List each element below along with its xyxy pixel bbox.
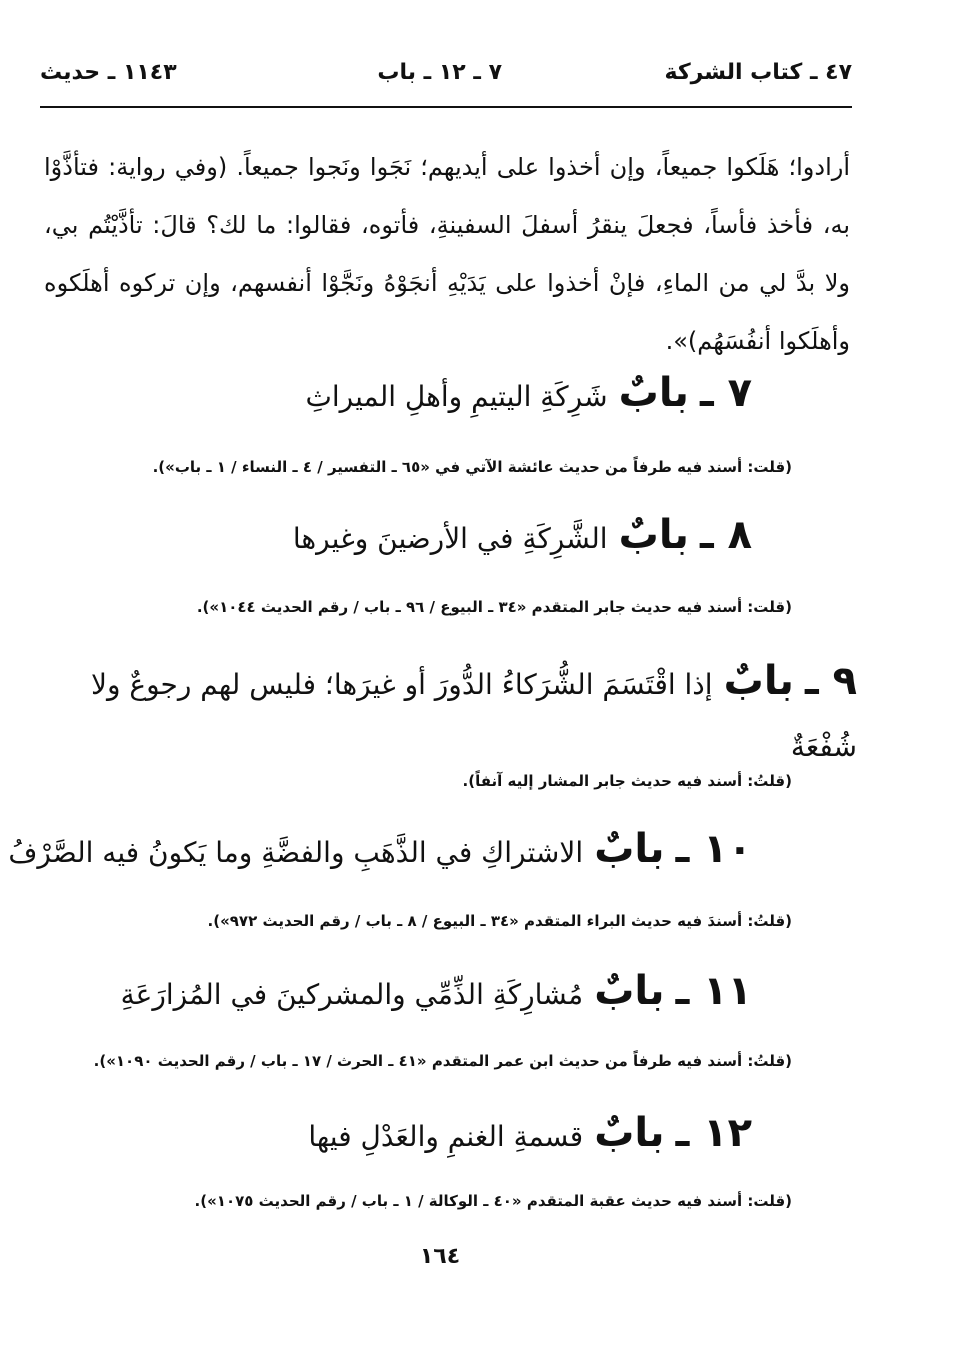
header-hadith-number: ١١٤٣ ـ حديث bbox=[40, 60, 177, 85]
header-divider bbox=[40, 106, 852, 108]
chapter-bab-word: بابٌ bbox=[723, 658, 794, 704]
header-chapter-range: ٧ ـ ١٢ ـ باب bbox=[377, 60, 502, 85]
running-header bbox=[40, 58, 852, 98]
chapter-title: الاشتراكِ في الذَّهَبِ والفضَّةِ وما يَكونُ فيه الصَّرْفُ bbox=[8, 836, 584, 869]
intro-paragraph: أرادوا؛ هَلَكوا جميعاً، وإن أخذوا على أيديهم؛ نَجَوا ونَجوا جميعاً. (وفي رواية: فتأذَّوْا به، فأخذ فأساً، فجعلَ ينقرُ أسفلَ السفينةِ، فأتوه، فقالوا: ما لك؟ قالَ: تأذَّيْتُم بي، ولا بدَّ لي من الماءِ، فإنْ أخذوا على يَدَيْهِ أنجَوْهُ ونَجَّوْا أنفسهم، وإن تركوه أهلَكوه وأهلَكوا أنفُسَهُم)». bbox=[44, 153, 850, 355]
chapter-heading-11 bbox=[121, 968, 752, 1014]
header-book-title: ٤٧ ـ كتاب الشركة bbox=[664, 60, 852, 85]
chapter-bab-word: بابٌ bbox=[618, 370, 689, 416]
chapter-number: ١٠ ـ bbox=[675, 826, 752, 872]
chapter-heading-12 bbox=[308, 1110, 752, 1156]
chapter-number: ٩ ـ bbox=[804, 658, 857, 704]
chapter-note-10: (قلتُ: أسندَ فيه حديث البراء المتقدم «٣٤ ـ البيوع / ٨ ـ باب / رقم الحديث ٩٧٢»). bbox=[207, 912, 792, 930]
chapter-bab-word: بابٌ bbox=[594, 1110, 665, 1156]
chapter-heading-10 bbox=[8, 826, 752, 872]
chapter-bab-word: بابٌ bbox=[594, 968, 665, 1014]
chapter-number: ١١ ـ bbox=[675, 968, 752, 1014]
chapter-title: مُشارِكَةِ الذِّمِّي والمشركينَ في المُزارَعَةِ bbox=[120, 978, 584, 1011]
chapter-heading-7 bbox=[305, 370, 752, 416]
chapter-title: شَرِكَةِ اليتيمِ وأهلِ الميراثِ bbox=[305, 380, 608, 413]
chapter-number: ٧ ـ bbox=[699, 370, 752, 416]
chapter-title: الشَّرِكَةِ في الأرضينَ وغيرها bbox=[292, 522, 608, 555]
chapter-note-8: (قلت: أسند فيه حديث جابر المتقدم «٣٤ ـ البيوع / ٩٦ ـ باب / رقم الحديث ١٠٤٤»). bbox=[196, 598, 792, 616]
chapter-number: ١٢ ـ bbox=[675, 1110, 752, 1156]
chapter-title: قسمةِ الغنمِ والعَدْلِ فيها bbox=[308, 1120, 584, 1153]
chapter-note-7: (قلت: أسند فيه طرفاً من حديث عائشة الآتي في «٦٥ ـ التفسير / ٤ ـ النساء / ١ ـ باب»). bbox=[152, 458, 792, 476]
chapter-note-12: (قلت: أسند فيه حديث عقبة المتقدم «٤٠ ـ الوكالة / ١ ـ باب / رقم الحديث ١٠٧٥»). bbox=[194, 1192, 792, 1210]
chapter-heading-8 bbox=[293, 512, 752, 558]
page-number: ١٦٤ bbox=[419, 1244, 461, 1269]
chapter-bab-word: بابٌ bbox=[594, 826, 665, 872]
chapter-title: إذا اقْتَسَمَ الشُّرَكاءُ الدُّورَ أو غيرَها؛ فليس لهم رجوعٌ ولا شُفْعَةٌ bbox=[90, 668, 857, 763]
chapter-note-11: (قلتُ: أسند فيه طرفاً من حديث ابن عمر المتقدم «٤١ ـ الحرث / ١٧ ـ باب / رقم الحديث ١٠٩٠»). bbox=[93, 1052, 792, 1070]
chapter-number: ٨ ـ bbox=[699, 512, 752, 558]
chapter-note-9: (قلتُ: أسند فيه حديث جابر المشار إليه آنفاً). bbox=[462, 772, 792, 790]
chapter-bab-word: بابٌ bbox=[618, 512, 689, 558]
chapter-heading-9 bbox=[44, 652, 857, 780]
